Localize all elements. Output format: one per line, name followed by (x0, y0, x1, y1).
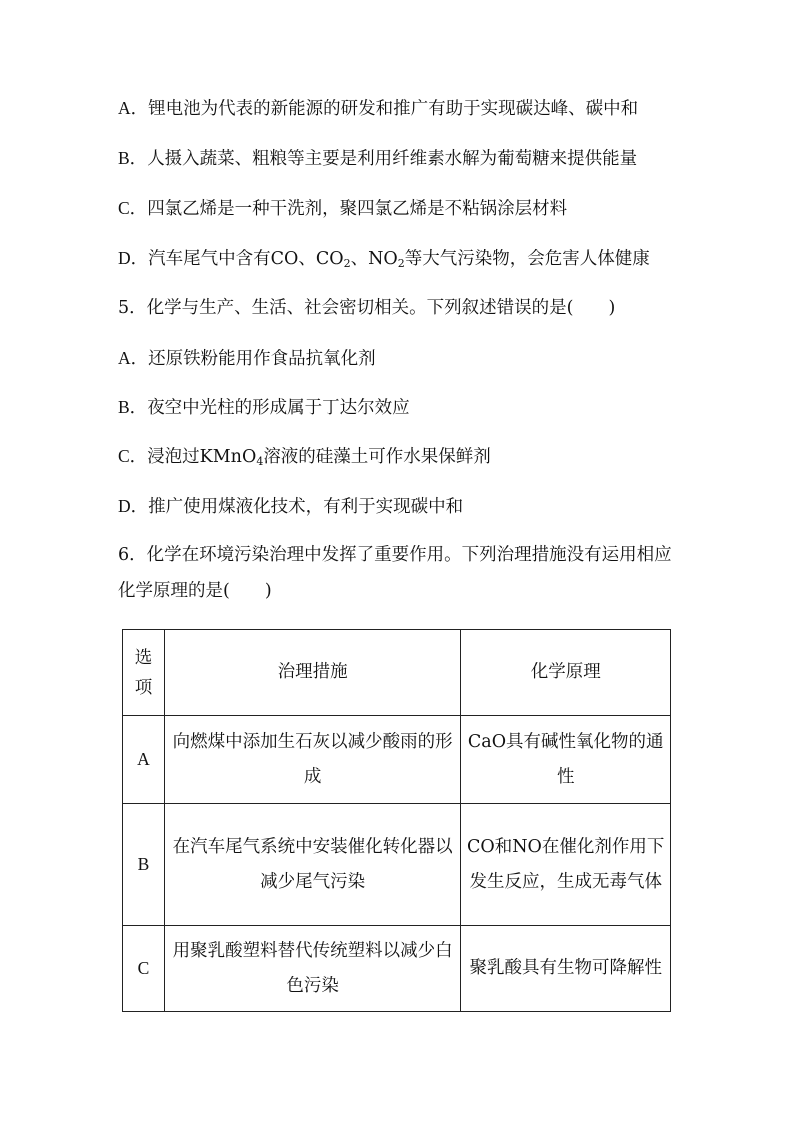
q5-option-d (118, 494, 688, 519)
option-label: B． (118, 148, 148, 168)
option-label: A． (118, 98, 149, 118)
row-option: B (123, 804, 165, 926)
row-option: A (123, 716, 165, 804)
option-text: 推广使用煤液化技术，有利于实现碳中和 (148, 497, 464, 517)
q5-option-b (118, 395, 688, 420)
q4-option-b (118, 146, 688, 171)
subscript: 2 (397, 257, 405, 270)
row-principle: CO和NO在催化剂作用下发生反应，生成无毒气体 (461, 804, 671, 926)
table-header-row (123, 630, 671, 716)
q4-option-d (118, 246, 688, 271)
option-text-a: 浸泡过KMnO (147, 447, 257, 467)
subscript: 2 (343, 257, 351, 270)
row-measure: 在汽车尾气系统中安装催化转化器以减少尾气污染 (164, 804, 461, 926)
q6-table (122, 629, 671, 1012)
header-measure: 治理措施 (164, 630, 461, 716)
q5-stem: 5．化学与生产、生活、社会密切相关。下列叙述错误的是( ) (118, 298, 616, 318)
row-principle: 聚乳酸具有生物可降解性 (461, 926, 671, 1012)
table-row (123, 804, 671, 926)
q5-option-c (118, 444, 688, 469)
option-label: C． (118, 198, 148, 218)
option-label: C． (118, 446, 148, 466)
option-text: 还原铁粉能用作食品抗氧化剂 (148, 349, 376, 369)
option-text: 夜空中光柱的形成属于丁达尔效应 (147, 398, 410, 418)
option-text: 锂电池为代表的新能源的研发和推广有助于实现碳达峰、碳中和 (148, 99, 639, 119)
option-label: D． (118, 248, 149, 268)
subscript: 4 (256, 455, 264, 468)
option-text-b: 溶液的硅藻土可作水果保鲜剂 (263, 447, 491, 467)
row-principle: CaO具有碱性氧化物的通性 (461, 716, 671, 804)
option-text-b: 、NO (350, 249, 398, 269)
table-row (123, 716, 671, 804)
q5-option-a (118, 346, 688, 371)
row-measure: 用聚乳酸塑料替代传统塑料以减少白色污染 (164, 926, 461, 1012)
table-row (123, 926, 671, 1012)
option-text-a: 汽车尾气中含有CO、CO (148, 249, 344, 269)
option-text-c: 等大气污染物，会危害人体健康 (404, 249, 650, 269)
q6-stem: 6．化学在环境污染治理中发挥了重要作用。下列治理措施没有运用相应化学原理的是( ) (118, 545, 672, 601)
option-label: D． (118, 496, 149, 516)
row-option: C (123, 926, 165, 1012)
option-text: 四氯乙烯是一种干洗剂，聚四氯乙烯是不粘锅涂层材料 (147, 199, 568, 219)
option-label: B． (118, 397, 148, 417)
header-principle: 化学原理 (461, 630, 671, 716)
row-measure: 向燃煤中添加生石灰以减少酸雨的形成 (164, 716, 461, 804)
q4-option-c (118, 196, 688, 221)
header-option: 选项 (123, 630, 165, 716)
option-label: A． (118, 348, 149, 368)
q4-option-a (118, 96, 688, 121)
option-text: 人摄入蔬菜、粗粮等主要是利用纤维素水解为葡萄糖来提供能量 (147, 149, 638, 169)
